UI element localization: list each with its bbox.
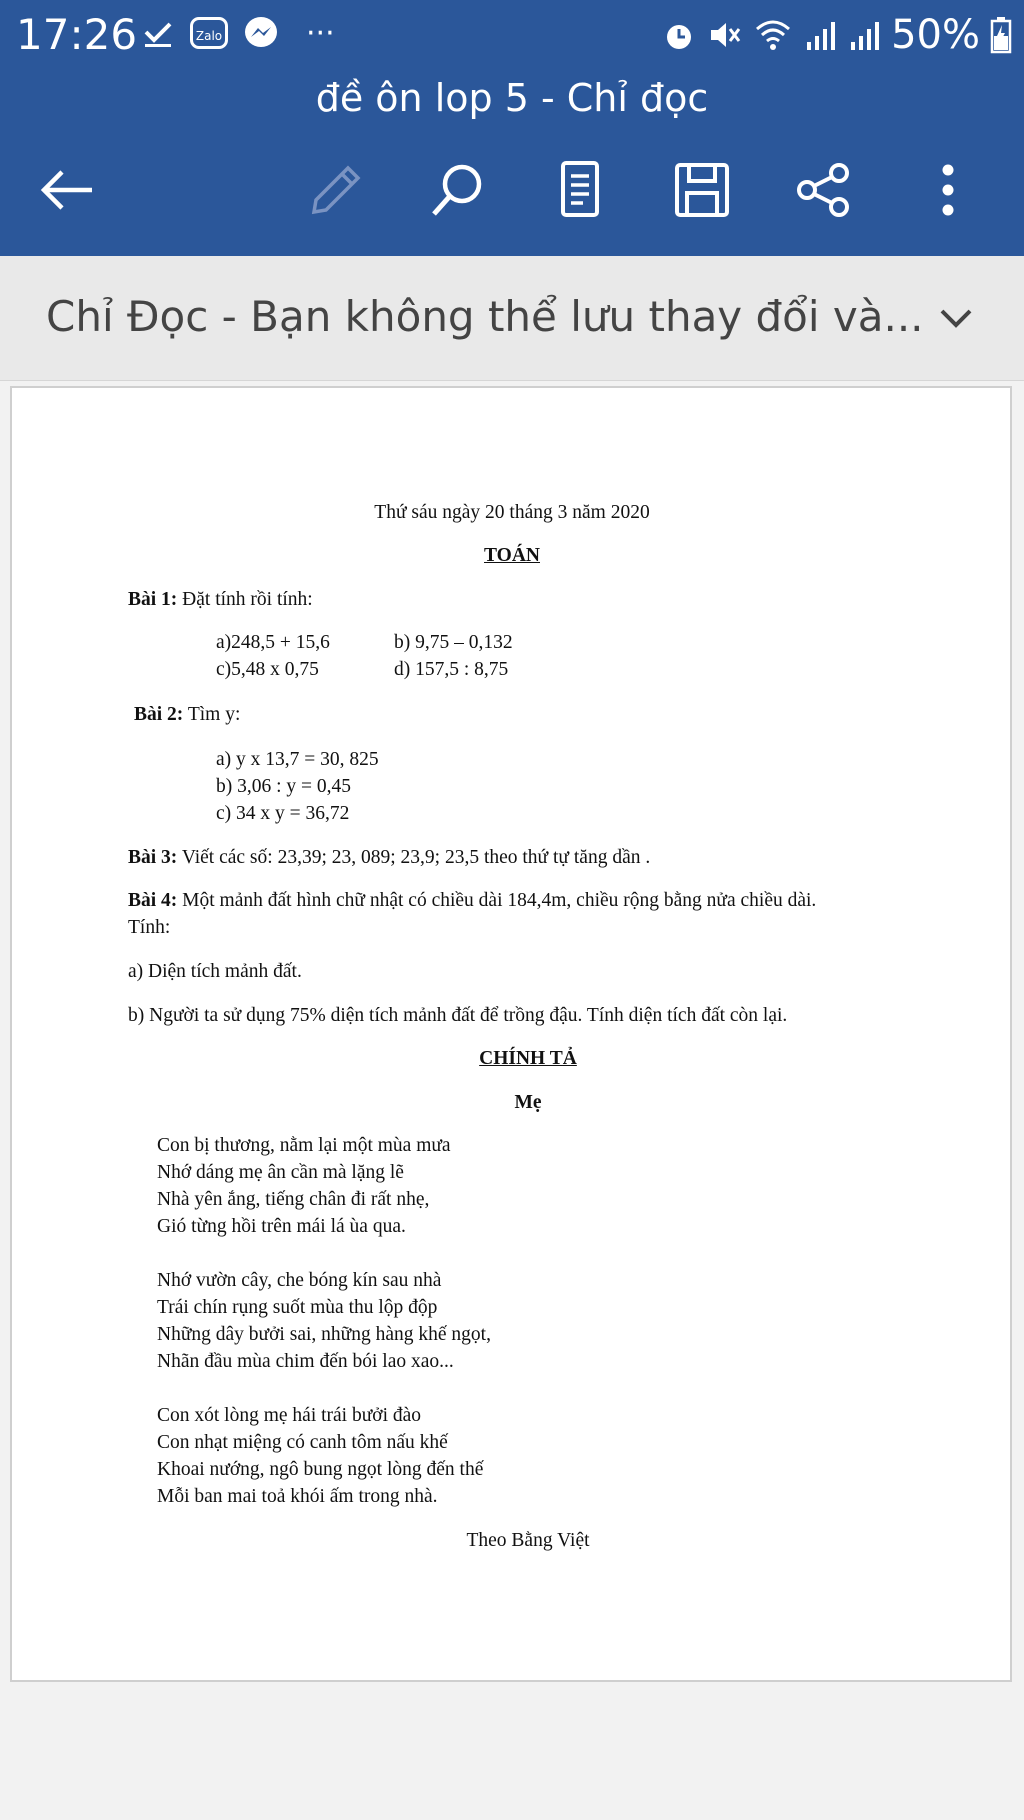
poem-line: Trái chín rụng suốt mùa thu lộp độp bbox=[157, 1297, 438, 1318]
back-button[interactable] bbox=[26, 150, 106, 230]
bai3: Bài 3: Viết các số: 23,39; 23, 089; 23,9; 23,5 theo thứ tự tăng dần . bbox=[128, 847, 651, 868]
zalo-icon: Zalo bbox=[190, 17, 228, 49]
bai4-b: b) Người ta sử dụng 75% diện tích mảnh đất để trồng đậu. Tính diện tích đất còn lại. bbox=[128, 1005, 788, 1026]
alarm-icon bbox=[661, 17, 697, 53]
poem-line: Những dây bưởi sai, những hàng khế ngọt, bbox=[157, 1324, 491, 1345]
heading-math: TOÁN bbox=[484, 545, 540, 566]
poem-author: Theo Bằng Việt bbox=[466, 1530, 590, 1551]
banner-text: Chỉ Đọc - Bạn không thể lưu thay đổi và... bbox=[46, 292, 924, 341]
poem-line: Nhãn đầu mùa chim đến bói lao xao... bbox=[157, 1351, 454, 1372]
save-icon bbox=[673, 161, 731, 219]
reading-view-icon bbox=[558, 160, 602, 220]
more-options-button[interactable] bbox=[908, 150, 988, 230]
poem-line: Nhớ vườn cây, che bóng kín sau nhà bbox=[157, 1270, 442, 1291]
signal-icon-2 bbox=[847, 18, 881, 52]
notification-icons bbox=[140, 14, 335, 52]
messenger-icon bbox=[242, 14, 280, 52]
edit-pencil-icon bbox=[308, 162, 364, 218]
more-dots-icon: ··· bbox=[306, 15, 335, 51]
share-button[interactable] bbox=[784, 150, 864, 230]
bai1-a: a)248,5 + 15,6 bbox=[216, 632, 330, 653]
wifi-icon bbox=[753, 17, 793, 53]
status-bar bbox=[0, 0, 1024, 72]
poem-line: Con bị thương, nằm lại một mùa mưa bbox=[157, 1135, 451, 1156]
signal-icon-1 bbox=[803, 18, 837, 52]
poem-line: Gió từng hồi trên mái lá ùa qua. bbox=[157, 1216, 406, 1237]
document-page bbox=[10, 386, 1012, 1682]
app-bar bbox=[0, 0, 1024, 256]
poem-line: Khoai nướng, ngô bung ngọt lòng đến thế bbox=[157, 1459, 484, 1480]
chevron-down-icon bbox=[939, 307, 973, 329]
read-only-banner[interactable] bbox=[0, 256, 1024, 381]
bai4-a: a) Diện tích mảnh đất. bbox=[128, 961, 302, 982]
check-download-icon bbox=[140, 15, 176, 51]
toolbar bbox=[0, 150, 1024, 230]
poem-line: Con nhạt miệng có canh tôm nấu khế bbox=[157, 1432, 448, 1453]
reading-view-button[interactable] bbox=[540, 150, 620, 230]
save-button[interactable] bbox=[662, 150, 742, 230]
banner-expand-button[interactable] bbox=[928, 290, 984, 346]
status-right bbox=[661, 12, 1012, 58]
status-time: 17:26 bbox=[16, 10, 138, 59]
back-icon bbox=[36, 165, 96, 215]
bai4-tinh: Tính: bbox=[128, 917, 171, 938]
heading-chinh-ta: CHÍNH TẢ bbox=[479, 1048, 577, 1069]
poem-line: Mỗi ban mai toả khói ấm trong nhà. bbox=[157, 1486, 438, 1507]
poem-title: Mẹ bbox=[514, 1092, 542, 1113]
bai2-b: b) 3,06 : y = 0,45 bbox=[216, 776, 352, 797]
bai1-heading: Bài 1: Đặt tính rồi tính: bbox=[128, 589, 313, 610]
bai4: Bài 4: Một mảnh đất hình chữ nhật có chiều dài 184,4m, chiều rộng bằng nửa chiều dài. bbox=[128, 890, 817, 911]
doc-date: Thứ sáu ngày 20 tháng 3 năm 2020 bbox=[374, 502, 650, 523]
bai1-c: c)5,48 x 0,75 bbox=[216, 659, 319, 680]
mute-icon bbox=[707, 17, 743, 53]
bai2-heading: Bài 2: Tìm y: bbox=[134, 704, 241, 725]
document-title: đề ôn lop 5 - Chỉ đọc bbox=[315, 76, 709, 120]
battery-percent: 50% bbox=[891, 12, 980, 58]
bai1-b: b) 9,75 – 0,132 bbox=[394, 632, 513, 653]
bai1-d: d) 157,5 : 8,75 bbox=[394, 659, 509, 680]
battery-charging-icon bbox=[990, 16, 1012, 54]
more-vertical-icon bbox=[938, 162, 958, 218]
share-icon bbox=[795, 161, 853, 219]
bai2-a: a) y x 13,7 = 30, 825 bbox=[216, 749, 379, 770]
search-icon bbox=[428, 160, 488, 220]
search-button[interactable] bbox=[418, 150, 498, 230]
poem-line: Nhớ dáng mẹ ân cần mà lặng lẽ bbox=[157, 1162, 404, 1183]
poem-line: Con xót lòng mẹ hái trái bưởi đào bbox=[157, 1405, 422, 1426]
poem-line: Nhà yên ắng, tiếng chân đi rất nhẹ, bbox=[157, 1189, 430, 1210]
bai2-c: c) 34 x y = 36,72 bbox=[216, 803, 350, 824]
edit-button[interactable] bbox=[296, 150, 376, 230]
